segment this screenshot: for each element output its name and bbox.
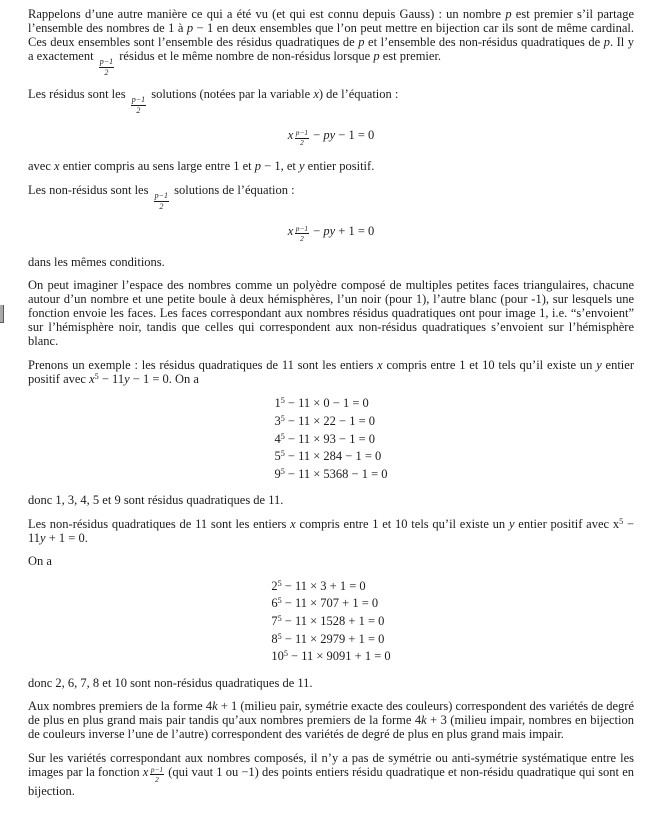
equation-line: $3^5 - 11 \times 22 - 1 = 0$ <box>274 413 376 428</box>
equation-line: $9^5 - 11 \times 5368 - 1 = 0$ <box>274 466 388 481</box>
paragraph-on-a: On a <box>28 554 52 569</box>
equation-non-residues <box>28 221 634 243</box>
paragraph-polyhedron-image: On peut imaginer l’espace des nombres comme un polyèdre composé de multiples petites faces triangulaires, chacune autour d’un nombre et une petite boule à deux hémisphères, l’un noir (pour 1), l’autre blanc (pour -1), sur lesquels une fonction envoie les faces. Les faces correspondant aux nombres résidus quadratiques ont pour image 1, i.e. “s’envoient” sur l’hémisphère noir, tandis que celles qui correspondent aux non-résidus quadratiques s’envoient sur l’hémisphère blanc. <box>28 278 634 349</box>
equation-residues <box>28 125 634 147</box>
paragraph-variable-conditions: avec x entier compris au sens large entre 1 et p − 1, et y entier positif. <box>28 159 375 174</box>
paragraph-same-conditions: dans les mêmes conditions. <box>28 254 165 269</box>
equation-residues-formula: x $\frac{p-1}{2}$ − py − 1 = 0 <box>287 128 375 148</box>
paragraph-conclusion-residues: donc 1, 3, 4, 5 et 9 sont résidus quadratiques de 11. <box>28 493 284 508</box>
paragraph-example-residues-11: Prenons un exemple : les résidus quadratiques de 11 sont les entiers x compris entre 1 et 10 tels qu’il existe un y entier positif avec $x^5 - 11y - 1 = 0$. On a <box>28 357 634 386</box>
equation-line: $1^5 - 11 \times 0 - 1 = 0$ <box>274 396 369 411</box>
equation-block-non-residues-11 <box>28 578 634 666</box>
equation-line: $7^5 - 11 \times 1528 + 1 = 0$ <box>271 613 385 628</box>
equation-line: $10^5 - 11 \times 9091 + 1 = 0$ <box>271 649 391 664</box>
equation-line: $6^5 - 11 \times 707 + 1 = 0$ <box>271 596 379 611</box>
equation-block-inner <box>271 578 390 666</box>
paragraph-composite-varieties: Sur les variétés correspondant aux nombres composés, il n’y a pas de symétrie ou anti-symétrie systématique entre les images par la fonction x $\frac{p-1}{2}$ (qui vaut 1 ou −1) des points entiers résidu quadratique et non-résidu quadratique qui sont en bijection. <box>28 750 634 798</box>
paragraph-conclusion-nonresidues: donc 2, 6, 7, 8 et 10 sont non-résidus quadratiques de 11. <box>28 675 313 690</box>
equation-line: $8^5 - 11 \times 2979 + 1 = 0$ <box>271 631 385 646</box>
equation-line: $5^5 - 11 \times 284 - 1 = 0$ <box>274 448 382 464</box>
paragraph-4k-forms: Aux nombres premiers de la forme 4k + 1 (milieu pair, symétrie exacte des couleurs) correspondent des variétés de degré de plus en plus grand mais pair tandis qu’aux nombres premiers de la forme 4k + 3 (milieu impair, nombres en bijection de couleurs inverse l’une de l’autre) correspondent des variétés de degré de plus en plus grand mais impair. <box>28 699 634 742</box>
equation-block-inner <box>274 395 387 483</box>
left-margin-artifact <box>0 305 4 323</box>
equation-non-residues-formula: x $\frac{p-1}{2}$ − py + 1 = 0 <box>287 223 375 243</box>
paragraph-nonresidues-definition: Les non-résidus sont les $\frac{p-1}{2}$ solutions de l’équation : <box>28 182 295 211</box>
equation-line: $2^5 - 11 \times 3 + 1 = 0$ <box>271 578 366 593</box>
equation-block-residues-11 <box>28 395 634 483</box>
paragraph-nonresidues-11: Les non-résidus quadratiques de 11 sont les entiers x compris entre 1 et 10 tels qu’il existe un y entier positif avec $x^5 - 11y + 1 = 0$. <box>28 516 634 545</box>
paragraph-residues-definition: Les résidus sont les $\frac{p-1}{2}$ solutions (notées par la variable x) de l’équation : <box>28 87 399 115</box>
paragraph-gauss-recall: Rappelons d’une autre manière ce qui a été vu (et qui est connu depuis Gauss) : un nombre p est premier s’il partage l’ensemble des nombres de 1 à p − 1 en deux ensembles que l’on peut mettre en bijection car ils sont de même cardinal. Ces deux ensembles sont l’ensemble des résidus quadratiques de p et l’ensemble des non-résidus quadratiques de p. Il y a exactement $\frac{p-1}{2}$ résidus et le même nombre de non-résidus lorsque p est premier. <box>28 7 634 77</box>
equation-line: $4^5 - 11 \times 93 - 1 = 0$ <box>274 431 376 446</box>
